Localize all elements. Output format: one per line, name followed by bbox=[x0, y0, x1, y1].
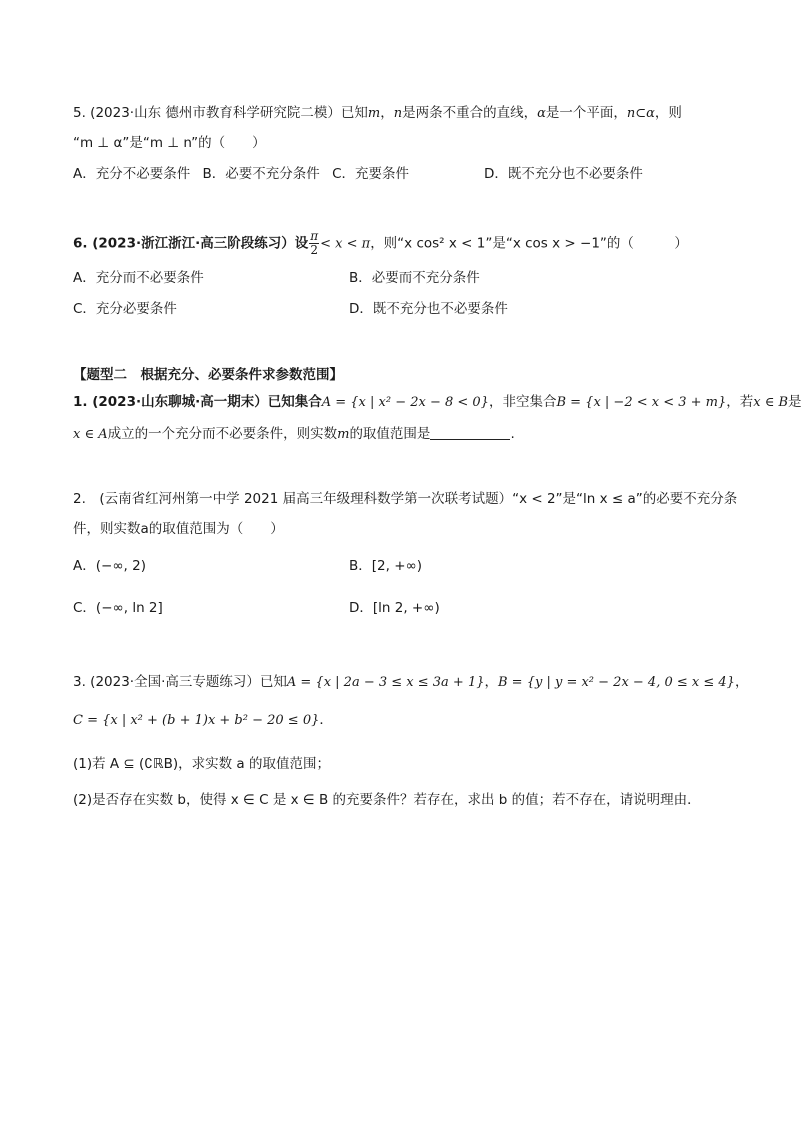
q1-set-b: B = {x | −2 < x < 3 + m} bbox=[556, 395, 727, 410]
q5-stem-text-2: 是两条不重合的直线， bbox=[402, 105, 538, 121]
q2-option-d[interactable]: D．[ln 2, +∞) bbox=[349, 600, 440, 616]
q3-end-2: ． bbox=[319, 712, 333, 728]
q3-set-b: B = {y | y = x² − 2x − 4, 0 ≤ x ≤ 4} bbox=[498, 675, 735, 690]
q1-period: . bbox=[510, 426, 515, 442]
q1-line2-text: 成立的一个充分而不必要条件，则实数 bbox=[107, 426, 338, 442]
q5-comma: ， bbox=[380, 105, 394, 121]
q3-stem-text-1: 3. (2023·全国·高三专题练习）已知 bbox=[73, 674, 287, 690]
q1-var-m: m bbox=[337, 427, 350, 442]
q5-options bbox=[73, 164, 409, 184]
q2-stem: 2. (云南省红河州第一中学 2021 届高三年级理科数学第一次联考试题）“x < 2”是“ln x ≤ a”的必要不充分条 bbox=[73, 491, 738, 507]
q5-option-d[interactable]: D．既不充分也不必要条件 bbox=[484, 166, 643, 182]
q2-option-c[interactable]: C．(−∞, ln 2] bbox=[73, 600, 163, 616]
q1-set-a: A = {x | x² − 2x − 8 < 0} bbox=[321, 395, 489, 410]
q1-x-in-b: x ∈ B bbox=[753, 395, 789, 410]
q5-option-a[interactable]: A．充分不必要条件 bbox=[73, 166, 191, 182]
q5-subset: n⊂α bbox=[626, 106, 655, 121]
q1-stem-text-2: ，非空集合 bbox=[488, 394, 557, 410]
q5-var-alpha: α bbox=[537, 106, 546, 121]
q6-frac-num: π bbox=[310, 229, 319, 243]
q3-set-a: A = {x | 2a − 3 ≤ x ≤ 3a + 1} bbox=[286, 675, 485, 690]
q2-option-b[interactable]: B．[2, +∞) bbox=[349, 558, 423, 574]
q6-option-b[interactable]: B．必要而不充分条件 bbox=[349, 270, 480, 286]
q5-var-m: m bbox=[367, 106, 381, 121]
q5-var-n: n bbox=[393, 106, 403, 121]
q3-stem-line2 bbox=[73, 710, 333, 731]
q3-sub-question-1: (1)若 A ⊆ (∁ℝB)，求实数 a 的取值范围； bbox=[73, 756, 330, 772]
q1-x-in-a: x ∈ A bbox=[73, 427, 108, 442]
q5-stem-line2: “m ⊥ α”是“m ⊥ n”的（ ） bbox=[73, 135, 266, 151]
q6-option-a[interactable]: A．充分而不必要条件 bbox=[73, 270, 204, 286]
q6-stem-text-1: 6. (2023·浙江浙江·高三阶段练习）设 bbox=[73, 235, 309, 252]
q1-stem bbox=[73, 392, 802, 413]
section-title: 【题型二 根据充分、必要条件求参数范围】 bbox=[73, 367, 343, 383]
q1-stem-line2 bbox=[73, 424, 515, 445]
q3-end-1: ， bbox=[734, 674, 749, 690]
q6-fraction bbox=[309, 230, 319, 257]
q6-stem bbox=[73, 230, 688, 257]
q3-set-c: C = {x | x² + (b + 1)x + b² − 20 ≤ 0} bbox=[73, 713, 320, 728]
q3-stem bbox=[73, 672, 748, 693]
q1-line2-text-2: 的取值范围是 bbox=[349, 426, 431, 442]
q1-stem-text-3: ，若 bbox=[726, 394, 754, 410]
q5-option-c[interactable]: C．充要条件 bbox=[332, 166, 410, 182]
q3-sep: ， bbox=[484, 674, 498, 690]
q1-stem-text-1: 1. (2023·山东聊城·高一期末）已知集合 bbox=[73, 394, 322, 410]
q5-stem bbox=[73, 103, 682, 124]
q2-stem-line2: 件，则实数a的取值范围为（ ） bbox=[73, 521, 284, 537]
q5-stem-text-1: 5. (2023·山东 德州市教育科学研究院二模）已知 bbox=[73, 105, 368, 121]
q6-inequality: < x < π bbox=[320, 236, 371, 252]
q6-option-d[interactable]: D．既不充分也不必要条件 bbox=[349, 301, 508, 317]
q5-option-b[interactable]: B．必要不充分条件 bbox=[202, 166, 320, 182]
q6-frac-den: 2 bbox=[310, 243, 318, 257]
q5-stem-text-4: ，则 bbox=[654, 105, 682, 121]
q1-stem-text-4: 是 bbox=[788, 394, 802, 410]
q6-stem-text-2: ，则“x cos² x < 1”是“x cos x > −1”的（ ） bbox=[370, 235, 688, 252]
q1-answer-blank[interactable] bbox=[430, 425, 510, 440]
q6-option-c[interactable]: C．充分必要条件 bbox=[73, 301, 177, 317]
q2-option-a[interactable]: A．(−∞, 2) bbox=[73, 558, 146, 574]
q3-sub-question-2: (2)是否存在实数 b，使得 x ∈ C 是 x ∈ B 的充要条件？若存在，求出 b 的值；若不存在，请说明理由． bbox=[73, 792, 701, 808]
q5-stem-text-3: 是一个平面， bbox=[545, 105, 627, 121]
